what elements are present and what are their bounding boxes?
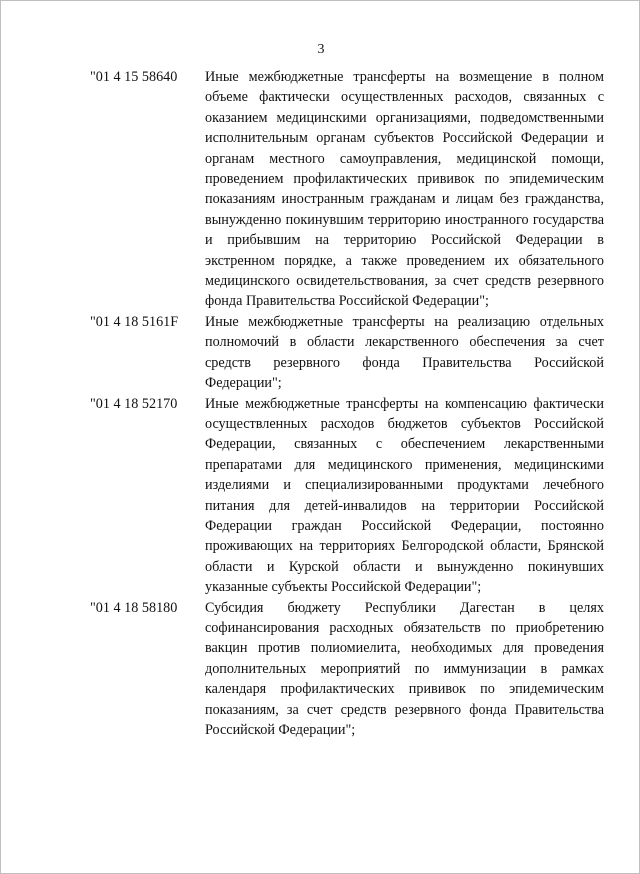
budget-entry (90, 394, 604, 598)
budget-code: "01 4 18 52170 (90, 395, 178, 412)
budget-description: Субсидия бюджету Республики Дагестан в целях софинансирования расходных обязательств по приобретению вакцин против полиомиелита, необходимых для проведения дополнительных мероприятий по иммунизации в рамках календаря профилактических прививок по эпидемическим показаниям, за счет средств резервного фонда Правительства Российской Федерации"; (205, 599, 604, 738)
page-number: 3 (317, 42, 325, 57)
budget-code: "01 4 15 58640 (90, 69, 178, 85)
budget-entry (90, 598, 604, 741)
budget-code: "01 4 18 58180 (90, 599, 178, 616)
budget-description: Иные межбюджетные трансферты на реализацию отдельных полномочий в области лекарственного обеспечения за счет средств резервного фонда Правительства Российской Федерации"; (205, 313, 604, 392)
budget-entries-list (90, 67, 604, 740)
budget-description: Иные межбюджетные трансферты на возмещение в полном объеме фактически осуществленных расходов, связанных с оказанием медицинскими организациями, подведомственными исполнительным органам субъектов Российской Федерации и органам местного самоуправления, медицинской помощи, проведением профилактических прививок по эпидемическим показаниям иностранным гражданам и лицам без гражданства, вынужденно покинувшим территорию иностранного государства и прибывшим на территорию Российской Федерации в экстренном порядке, а также проведением их обязательного медицинского освидетельствования, за счет средств резервного фонда Правительства Российской Федерации"; (205, 69, 604, 310)
budget-description: Иные межбюджетные трансферты на компенсацию фактически осуществленных расходов бюджетов субъектов Российской Федерации, связанных с обеспечением лекарственными препаратами для медицинского применения, медицинскими изделиями и специализированными продуктами лечебного питания для детей-инвалидов на территории Российской Федерации граждан Российской Федерации, постоянно проживающих на территориях Белгородской области, Брянской области и Курской области и вынужденно покинувших указанные субъекты Российской Федерации"; (205, 395, 604, 596)
budget-entry (90, 312, 604, 394)
budget-entry (90, 67, 604, 312)
budget-code: "01 4 18 5161F (90, 313, 179, 330)
